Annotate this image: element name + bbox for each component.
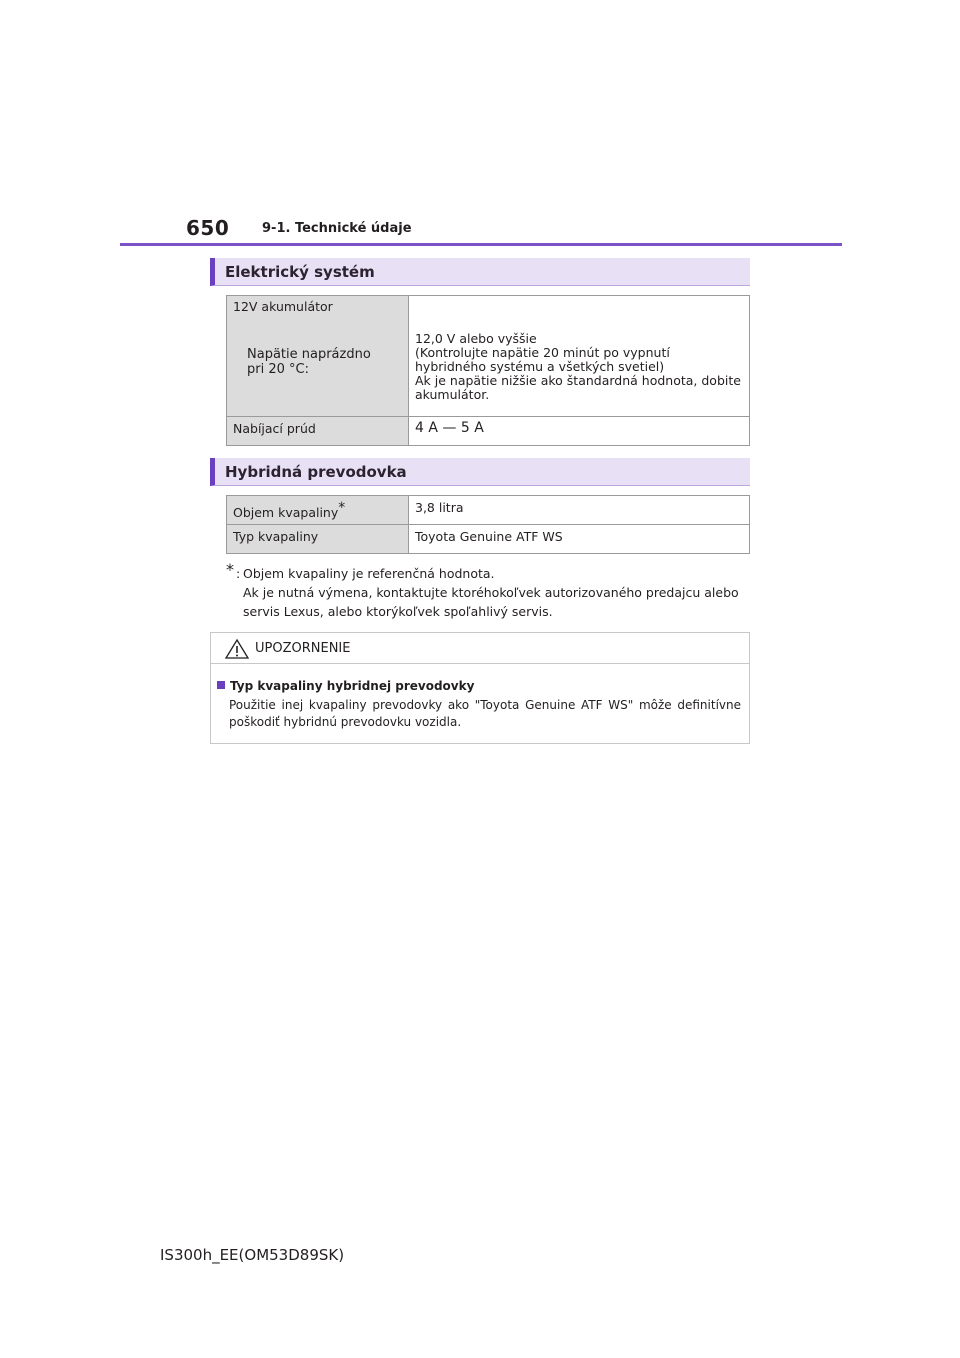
header-divider [120,243,842,246]
section-heading-electrical [210,258,750,286]
caution-box [210,632,750,744]
battery-value-cell [409,296,750,417]
section-heading-transmission-text: Hybridná prevodovka [225,463,407,481]
table-row [227,525,750,554]
caution-header [211,633,749,664]
page-number: 650 [186,216,230,240]
battery-value-line: 12,0 V alebo vyššie [415,331,537,346]
footnote-line: Ak je nutná výmena, kontaktujte ktoréhokoľvek autorizovaného predajcu alebo servis Lexus, alebo ktorýkoľvek spoľahlivý servis. [243,585,739,619]
caution-heading: UPOZORNENIE [255,641,351,656]
battery-sub-label: Napätie naprázdno pri 20 °C: [247,347,371,377]
charge-value: 4 A — 5 A [409,417,750,446]
battery-label-cell [227,296,409,417]
footnote-line: Objem kvapaliny je referenčná hodnota. [243,566,495,581]
section-heading-electrical-text: Elektrický systém [225,263,375,281]
caution-item-body: Použitie inej kvapaliny prevodovky ako "Toyota Genuine ATF WS" môže definitívne poškodiť hybridnú prevodovku vozidla. [229,698,741,729]
charge-label: Nabíjací prúd [227,417,409,446]
capacity-label: Objem kvapaliny [233,505,339,521]
electrical-spec-table [226,295,750,446]
transmission-spec-table [226,495,750,554]
capacity-value: 3,8 litra [409,496,750,525]
battery-label: 12V akumulátor [233,299,333,314]
fluid-type-value: Toyota Genuine ATF WS [409,525,750,554]
warning-triangle-icon [225,639,249,659]
table-row [227,417,750,446]
chapter-title: 9-1. Technické údaje [262,221,412,236]
battery-value-line: (Kontrolujte napätie 20 minút po vypnutí hybridného systému a všetkých svetiel) [415,345,670,374]
footnote-colon: : [236,566,241,581]
footnote-star: * [226,560,234,579]
square-bullet-icon [217,681,225,689]
table-row [227,496,750,525]
fluid-type-label: Typ kvapaliny [227,525,409,554]
table-row [227,296,750,417]
page-header [186,216,846,242]
footnote-marker: * [338,500,346,516]
caution-item-title-text: Typ kvapaliny hybridnej prevodovky [230,679,475,693]
section-heading-transmission [210,458,750,486]
document-code: IS300h_EE(OM53D89SK) [160,1246,345,1264]
caution-item-title [217,679,474,693]
footnote [226,560,756,621]
capacity-label-cell [227,496,409,525]
battery-value-line: Ak je napätie nižšie ako štandardná hodnota, dobite akumulátor. [415,373,741,402]
